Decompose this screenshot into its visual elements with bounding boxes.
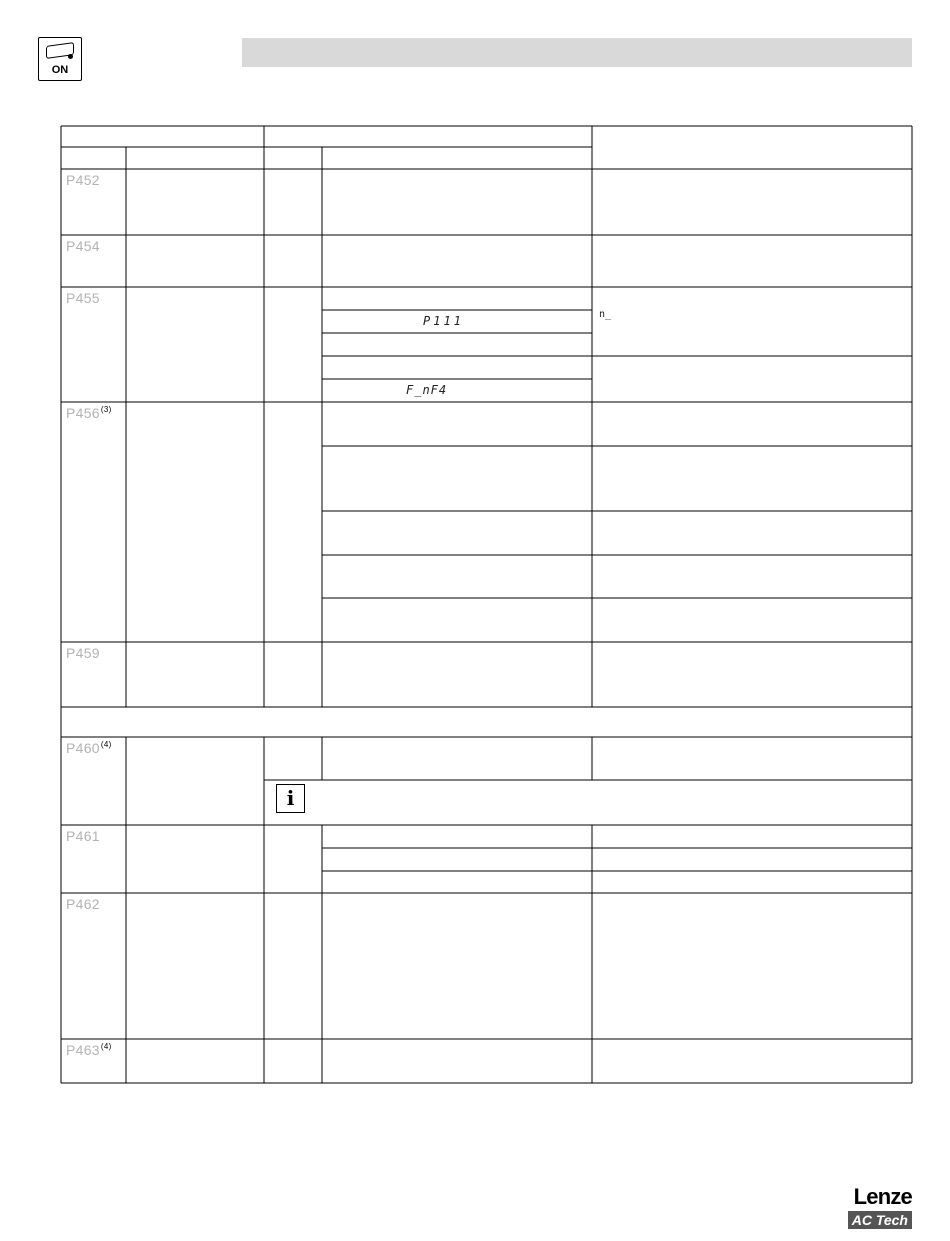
logo-sub: AC Tech [848, 1211, 912, 1229]
on-label: ON [51, 64, 69, 76]
lenze-actech-logo [836, 1184, 912, 1232]
param-code-p452: P452 [66, 172, 100, 188]
param-code-p455: P455 [66, 290, 100, 306]
param-code-p461: P461 [66, 828, 100, 844]
param-code-p456: P456$^{(3)}$ [66, 405, 112, 421]
param-code-p459: P459 [66, 645, 100, 661]
param-code-p462: P462 [66, 896, 100, 912]
footnote-marker: (4) [100, 740, 112, 749]
lcd-display-p111: P111 [423, 314, 464, 328]
param-code-p463: P463$^{(4)}$ [66, 1042, 112, 1058]
lcd-display-fnf4: F_nF4 [406, 383, 448, 397]
footnote-marker: (4) [100, 1042, 112, 1051]
logo-brand: Lenze [853, 1184, 912, 1209]
footnote-marker: (3) [100, 405, 112, 414]
param-code-p454: P454 [66, 238, 100, 254]
param-code-p460: P460$^{(4)}$ [66, 740, 112, 756]
info-icon: i [276, 784, 305, 813]
lcd-display-note: n_ [599, 309, 612, 320]
